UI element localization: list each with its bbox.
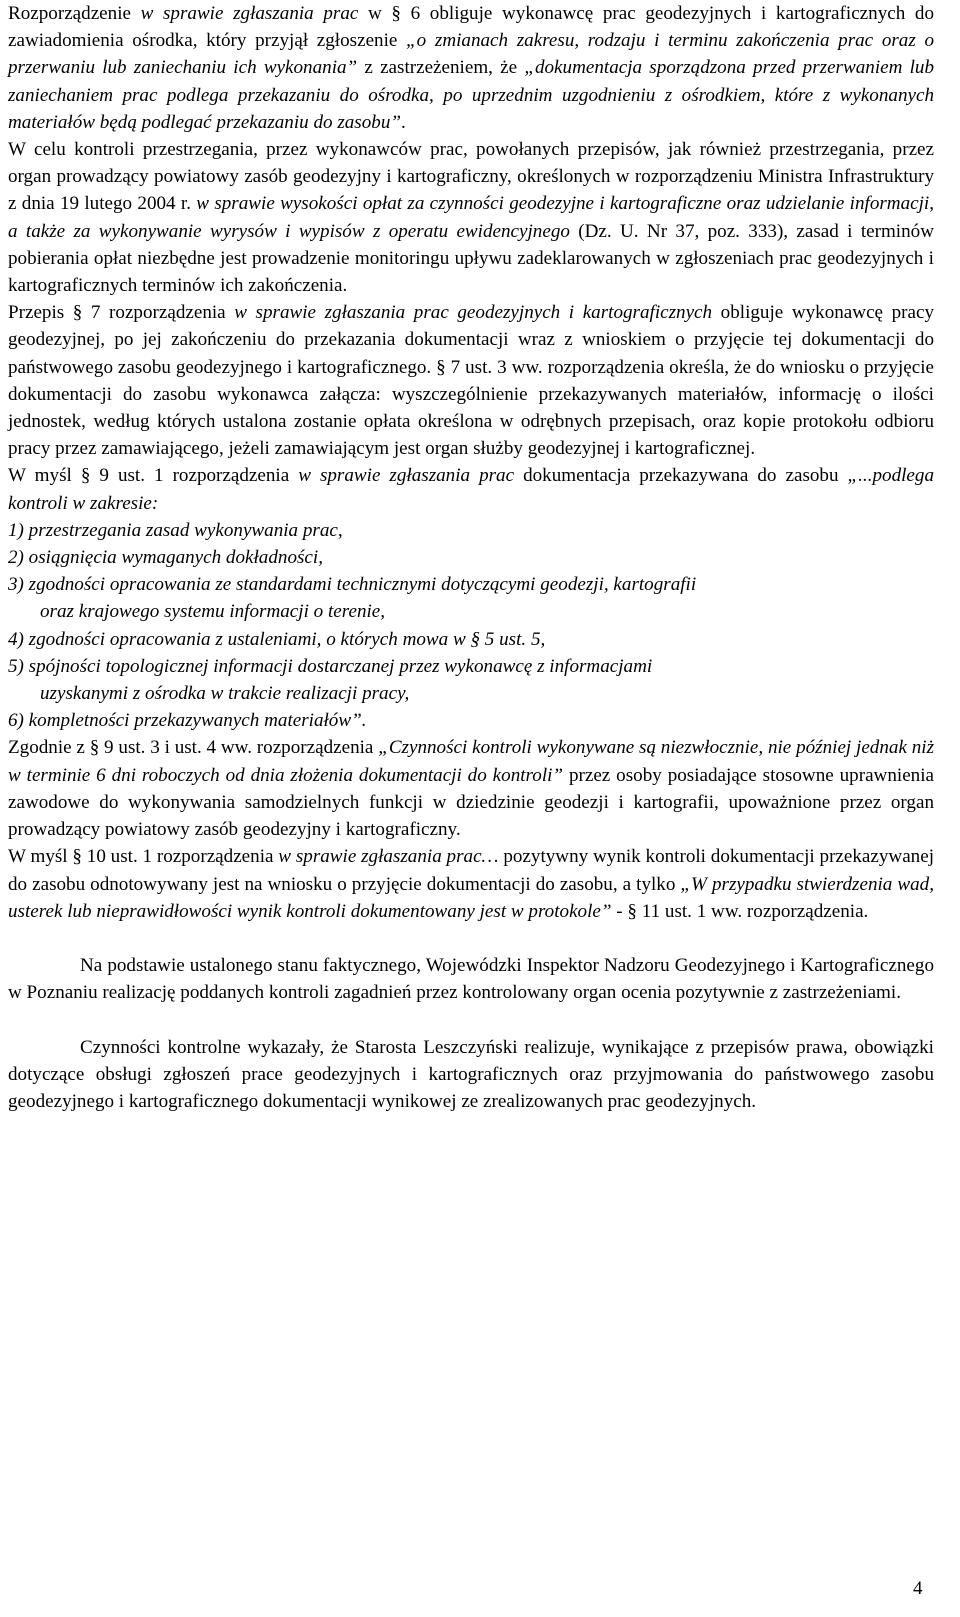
p6-quote-d: „W przypadku stwierdzenia wad, usterek lub nieprawidłowości wynik kontroli dokumentowany jest w protokole” bbox=[8, 873, 934, 922]
list-item bbox=[8, 571, 934, 598]
p6-text-c: pozytywny wynik kontroli dokumentacji przekazywanej do zasobu odnotowywany jest na wniosku o przyjęcie dokumentacji do zasobu, a tylko bbox=[8, 846, 935, 895]
p3-text-c: obliguje wykonawcę pracy geodezyjnej, po jej zakończeniu do przekazania dokumentacji wraz z wnioskiem o przyjęcie tej dokumentacji do państwowego zasobu geodezyjnego i kartograficznego. § 7 ust. 3 ww. rozporządzenia określa, że do wniosku o przyjęcie dokumentacji do zasobu wykonawca załącza: wyszczególnienie przekazywanych materiałów, informację o ilości jednostek, według których ustalona zostanie opłata określona w odrębnych przepisach, oraz kopie protokołu odbioru pracy przez zamawiającego, jeżeli zamawiającym jest organ służby geodezyjnej i kartograficznej. bbox=[8, 302, 934, 460]
p4-text-a: W myśl § 9 ust. 1 rozporządzenia bbox=[8, 465, 299, 487]
p3-text-a: Przepis § 7 rozporządzenia bbox=[8, 302, 235, 324]
paragraph-findings: Czynności kontrolne wykazały, że Starosta Leszczyński realizuje, wynikające z przepisów prawa, obowiązki dotyczące obsługi zgłoszeń prace geodezyjnych i kartograficznych oraz przyjmowania do państwowego zasobu geodezyjnego i kartograficznego dokumentacji wynikowej ze zrealizowanych prac geodezyjnych. bbox=[8, 1036, 934, 1113]
paragraph-6 bbox=[8, 843, 934, 925]
list-item-cont-text: oraz krajowego systemu informacji o terenie, bbox=[40, 601, 386, 623]
paragraph-3 bbox=[8, 299, 934, 462]
p1-text-e: z zastrzeżeniem, że bbox=[357, 57, 525, 79]
p2-italic-b: w sprawie wysokości opłat za czynności geodezyjne i kartograficzne oraz udzielanie informacji, a także za wykonywanie wyrysów i wypisów z operatu ewidencyjnego bbox=[8, 193, 934, 242]
p5-quote-b: „Czynności kontroli wykonywane są niezwłocznie, nie później jednak niż w terminie 6 dni roboczych od dnia złożenia dokumentacji do kontroli” bbox=[8, 737, 934, 786]
p4-italic-b: w sprawie zgłaszania prac bbox=[298, 465, 515, 487]
list-item-text: 1) przestrzegania zasad wykonywania prac, bbox=[8, 519, 343, 541]
page-number: 4 bbox=[913, 1578, 923, 1599]
p1-text-c: w § 6 obliguje wykonawcę prac geodezyjnych i kartograficznych do zawiadomienia ośrodka, który przyjął zgłoszenie bbox=[8, 3, 934, 52]
p1-quote-d: „o zmianach zakresu, rodzaju i terminu zakończenia prac oraz o przerwaniu lub zaniechaniu ich wykonania” bbox=[8, 30, 934, 79]
p6-text-e: - § 11 ust. 1 ww. rozporządzenia. bbox=[611, 900, 869, 922]
control-scope-list bbox=[8, 517, 934, 735]
p2-text-c: (Dz. U. Nr 37, poz. 333), zasad i terminów pobierania opłat niezbędne jest prowadzenie monitoringu upływu zadeklarowanych w zgłoszeniach prac geodezyjnych i kartograficznych terminów ich zakończenia. bbox=[8, 220, 934, 297]
list-item-cont-text: uzyskanymi z ośrodka w trakcie realizacji pracy, bbox=[40, 683, 410, 705]
p1-quote-f: „dokumentacja sporządzona przed przerwaniem lub zaniechaniem prac podlega przekazaniu do ośrodka, po uprzednim uzgodnieniu z ośrodkiem, które z wykonanych materiałów będą podlegać przekazaniu do zasobu” bbox=[8, 57, 934, 133]
paragraph-1 bbox=[8, 0, 934, 136]
p1-italic-b: w sprawie zgłaszania prac bbox=[140, 3, 359, 24]
p6-text-a: W myśl § 10 ust. 1 rozporządzenia bbox=[8, 846, 279, 868]
p5-text-a: Zgodnie z § 9 ust. 3 i ust. 4 ww. rozporządzenia bbox=[8, 737, 379, 759]
list-item-text: 5) spójności topologicznej informacji dostarczanej przez wykonawcę z informacjami bbox=[8, 655, 653, 677]
paragraph-spacer bbox=[8, 1007, 934, 1034]
list-item bbox=[8, 653, 934, 680]
paragraph-5 bbox=[8, 734, 934, 843]
paragraph-conclusion: Na podstawie ustalonego stanu faktycznego, Wojewódzki Inspektor Nadzoru Geodezyjnego i Kartograficznego w Poznaniu realizację poddanych kontroli zagadnień przez kontrolowany organ ocenia pozytywnie z zastrzeżeniami. bbox=[8, 955, 934, 1004]
p2-text-a: W celu kontroli przestrzegania, przez wykonawców prac, powołanych przepisów, jak również przestrzegania, przez organ prowadzący powiatowy zasób geodezyjny i kartograficzny, określonych w rozporządzeniu Ministra Infrastruktury z dnia 19 lutego 2004 r. bbox=[8, 139, 934, 215]
list-item bbox=[8, 517, 934, 544]
document-body bbox=[8, 0, 934, 1115]
p1-text-a: Rozporządzenie bbox=[8, 3, 141, 24]
list-item-continuation bbox=[8, 598, 934, 625]
p6-italic-b: w sprawie zgłaszania prac… bbox=[278, 846, 499, 868]
p5-text-c: przez osoby posiadające stosowne uprawnienia zawodowe do wykonywania samodzielnych funkcji w dziedzinie geodezji i kartografii, upoważnione przez organ prowadzący powiatowy zasób geodezyjny i kartograficzny. bbox=[8, 764, 934, 841]
p4-text-c: dokumentacja przekazywana do zasobu bbox=[514, 465, 848, 487]
list-item-text: 3) zgodności opracowania ze standardami technicznymi dotyczącymi geodezji, kartografii bbox=[8, 574, 697, 596]
list-item bbox=[8, 707, 934, 734]
paragraph-2 bbox=[8, 136, 934, 299]
list-item-text: 2) osiągnięcia wymaganych dokładności, bbox=[8, 547, 323, 569]
paragraph-spacer bbox=[8, 925, 934, 952]
list-item bbox=[8, 626, 934, 653]
paragraph-4 bbox=[8, 462, 934, 516]
p1-text-g: . bbox=[401, 111, 406, 133]
list-item-text: 4) zgodności opracowania z ustaleniami, o których mowa w § 5 ust. 5, bbox=[8, 628, 546, 650]
list-item-text: 6) kompletności przekazywanych materiałów”. bbox=[8, 710, 367, 732]
p3-italic-b: w sprawie zgłaszania prac geodezyjnych i kartograficznych bbox=[234, 302, 713, 324]
list-item-continuation bbox=[8, 680, 934, 707]
p4-quote-d: „...podlega kontroli w zakresie: bbox=[8, 465, 934, 514]
list-item bbox=[8, 544, 934, 571]
